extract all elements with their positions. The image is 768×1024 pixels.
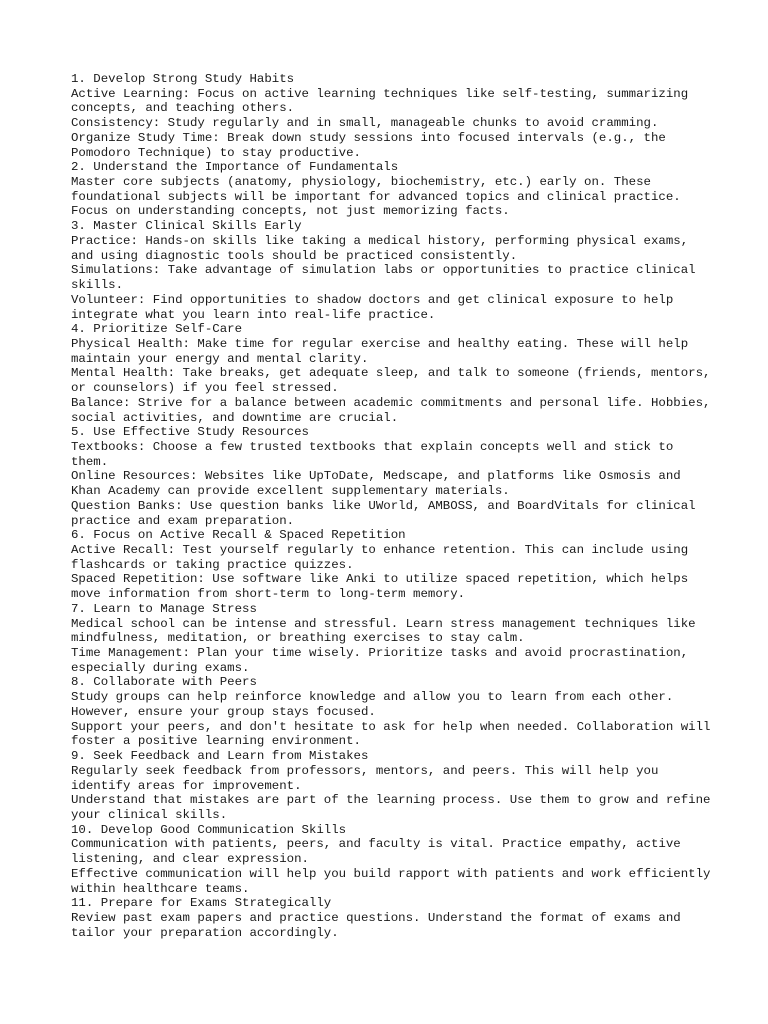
- paragraph: Effective communication will help you build rapport with patients and work efficiently within healthcare teams.: [71, 866, 718, 896]
- paragraph: Support your peers, and don't hesitate to ask for help when needed. Collaboration will foster a positive learning environment.: [71, 719, 718, 749]
- section-heading: 10. Develop Good Communication Skills: [71, 822, 347, 837]
- section-heading: 7. Learn to Manage Stress: [71, 601, 257, 616]
- paragraph: Focus on understanding concepts, not just memorizing facts.: [71, 204, 510, 219]
- paragraph: Consistency: Study regularly and in small, manageable chunks to avoid cramming.: [71, 116, 659, 131]
- paragraph: Medical school can be intense and stressful. Learn stress management techniques like mindfulness, meditation, or breathing exercises to stay calm.: [71, 616, 704, 646]
- paragraph: Time Management: Plan your time wisely. Prioritize tasks and avoid procrastination, especially during exams.: [71, 646, 696, 675]
- section-heading: 1. Develop Strong Study Habits: [71, 72, 295, 86]
- paragraph: Textbooks: Choose a few trusted textbooks that explain concepts well and stick to them.: [71, 439, 681, 469]
- section-heading: 9. Seek Feedback and Learn from Mistakes: [71, 749, 369, 764]
- paragraph: Understand that mistakes are part of the learning process. Use them to grow and refine your clinical skills.: [71, 793, 718, 822]
- paragraph: Physical Health: Make time for regular exercise and healthy eating. These will help maintain your energy and mental clarity.: [71, 336, 696, 366]
- paragraph: Communication with patients, peers, and faculty is vital. Practice empathy, active listening, and clear expression.: [71, 837, 689, 867]
- paragraph: Active Learning: Focus on active learning techniques like self-testing, summarizing concepts, and teaching others.: [71, 86, 696, 116]
- section-heading: 6. Focus on Active Recall & Spaced Repetition: [71, 528, 406, 543]
- paragraph: Active Recall: Test yourself regularly to enhance retention. This can include using flashcards or taking practice quizzes.: [71, 543, 696, 572]
- paragraph: Study groups can help reinforce knowledge and allow you to learn from each other. However, ensure your group stays focused.: [71, 690, 681, 719]
- paragraph: Question Banks: Use question banks like UWorld, AMBOSS, and BoardVitals for clinical practice and exam preparation.: [71, 498, 704, 528]
- paragraph: Volunteer: Find opportunities to shadow doctors and get clinical exposure to help integrate what you learn into real-life practice.: [71, 292, 681, 322]
- paragraph: Simulations: Take advantage of simulation labs or opportunities to practice clinical skills.: [71, 263, 704, 293]
- paragraph: Online Resources: Websites like UpToDate, Medscape, and platforms like Osmosis and Khan Academy can provide excellent supplementary materials.: [71, 469, 689, 499]
- paragraph: Balance: Strive for a balance between academic commitments and personal life. Hobbies, social activities, and downtime are crucial.: [71, 395, 718, 425]
- section-heading: 11. Prepare for Exams Strategically: [71, 896, 332, 911]
- paragraph: Master core subjects (anatomy, physiology, biochemistry, etc.) early on. These foundational subjects will be important for advanced topics and clinical practice.: [71, 175, 681, 204]
- paragraph: Organize Study Time: Break down study sessions into focused intervals (e.g., the Pomodoro Technique) to stay productive.: [71, 130, 674, 160]
- paragraph: Mental Health: Take breaks, get adequate sleep, and talk to someone (friends, mentors, or counselors) if you feel stressed.: [71, 366, 718, 396]
- section-heading: 5. Use Effective Study Resources: [71, 425, 309, 440]
- section-heading: 4. Prioritize Self-Care: [71, 322, 243, 337]
- section-heading: 2. Understand the Importance of Fundamentals: [71, 160, 399, 175]
- document-body: [71, 72, 718, 940]
- section-heading: 3. Master Clinical Skills Early: [71, 219, 302, 234]
- paragraph: Review past exam papers and practice questions. Understand the format of exams and tailor your preparation accordingly.: [71, 910, 689, 940]
- paragraph: Practice: Hands-on skills like taking a medical history, performing physical exams, and using diagnostic tools should be practiced consistently.: [71, 233, 696, 263]
- paragraph: Regularly seek feedback from professors, mentors, and peers. This will help you identify areas for improvement.: [71, 763, 666, 793]
- section-heading: 8. Collaborate with Peers: [71, 675, 257, 690]
- paragraph: Spaced Repetition: Use software like Anki to utilize spaced repetition, which helps move information from short-term to long-term memory.: [71, 572, 696, 602]
